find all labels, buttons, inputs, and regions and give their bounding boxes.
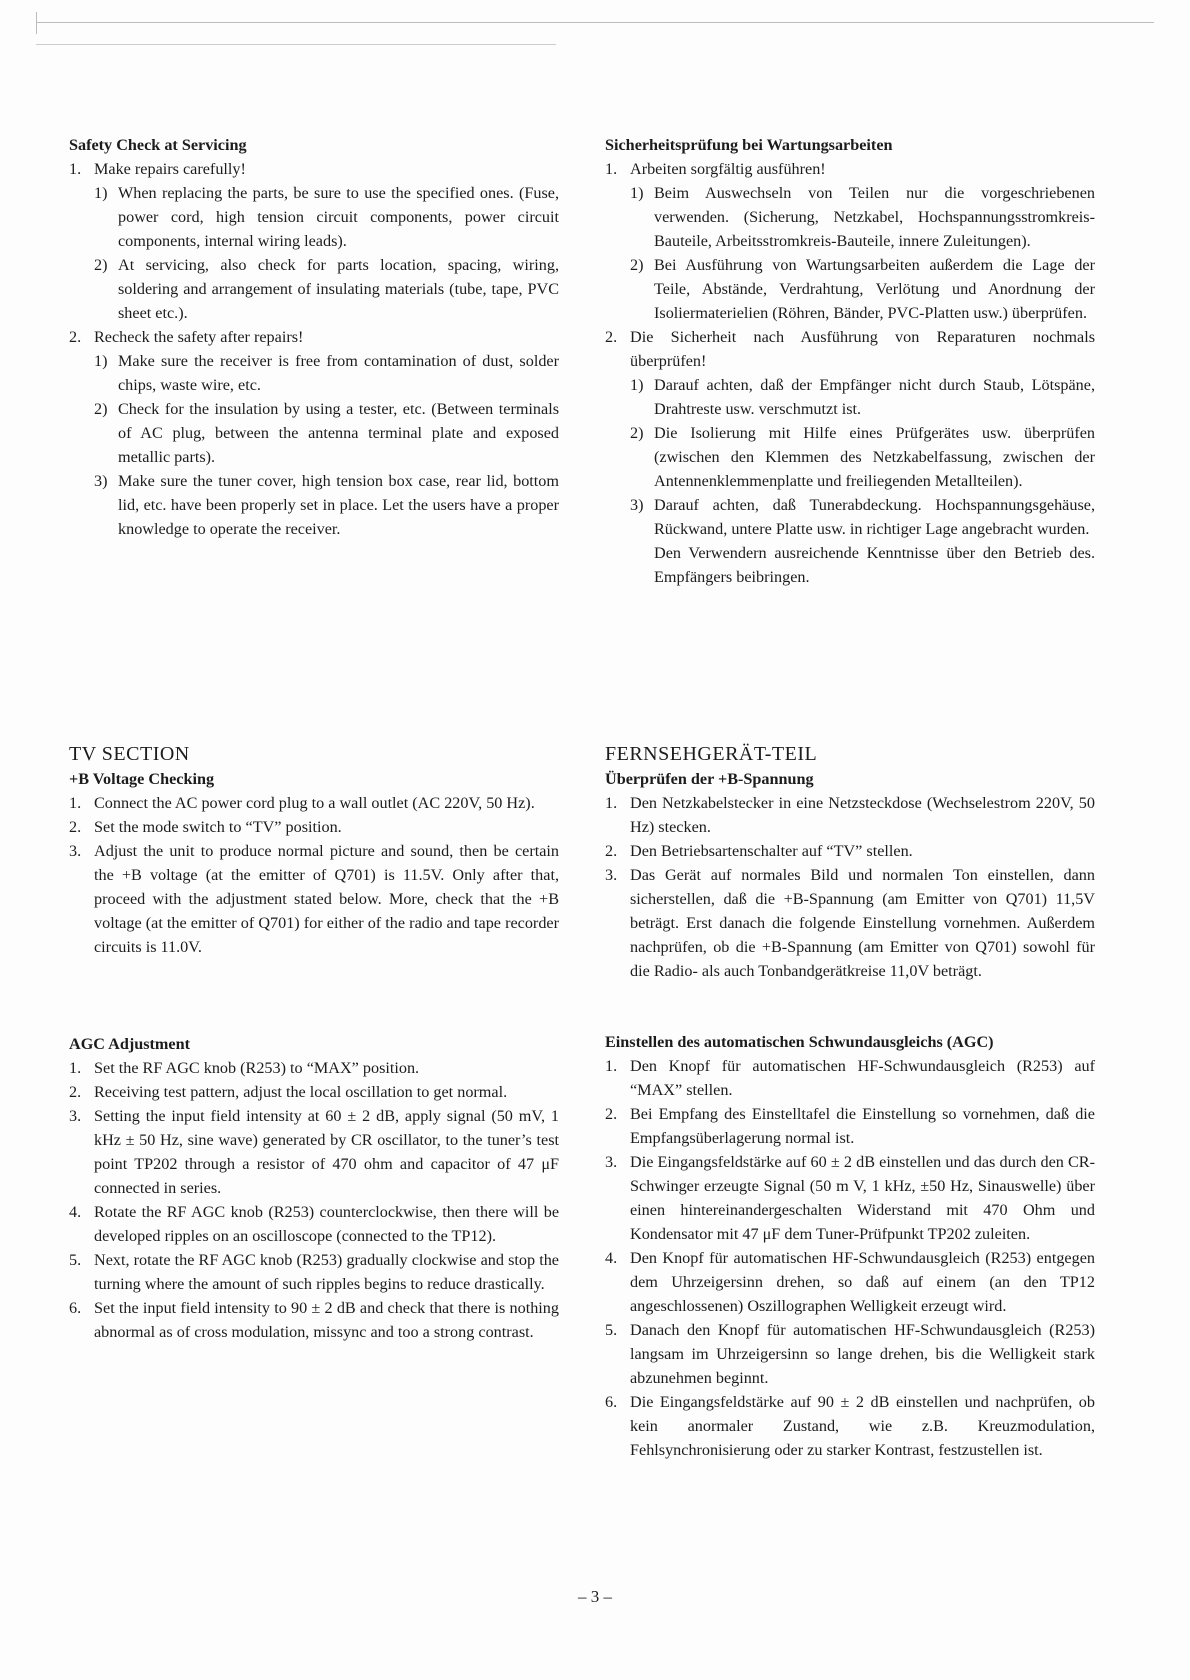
header-rule xyxy=(36,22,1154,23)
list-item: 3. Die Eingangsfeldstärke auf 60 ± 2 dB einstellen und das durch den CR-Schwinger erzeugte Signal (50 m V, 1 kHz, ±50 Hz, Sinauswelle) über einen hintereinandergeschalten Widerstand mit 470 Ohm und Kondensator mit 47 μF dem Tuner-Prüfpunkt TP202 zuleiten. xyxy=(605,1153,1095,1243)
list-item: 6. Die Eingangsfeldstärke auf 90 ± 2 dB einstellen und nachprüfen, ob kein anormaler Zustand, wie z.B. Kreuzmodulation, Fehlsynchronisierung oder zu starker Kontrast, festzustellen ist. xyxy=(605,1393,1095,1459)
list-item: 1. Den Netzkabelstecker in eine Netzsteckdose (Wechselestrom 220V, 50 Hz) stecken. xyxy=(605,794,1095,836)
sub-item: 3) Make sure the tuner cover, high tension box case, rear lid, bottom lid, etc. have been properly set in place. Let the users have a proper knowledge to operate the receiver. xyxy=(94,472,559,538)
list-item: 2. Receiving test pattern, adjust the local oscillation to get normal. xyxy=(69,1083,508,1101)
list-item: 5. Danach den Knopf für automatischen HF-Schwundausgleich (R253) langsam im Uhrzeigersinn so lange drehen, bis die Welligkeit stark abzunehmen beginnt. xyxy=(605,1321,1095,1387)
sub-item: 3) Darauf achten, daß Tunerabdeckung. Hochspannungsgehäuse, Rückwand, untere Platte usw. in richtiger Lage angebracht wurden. xyxy=(630,496,1095,538)
sub-item: 2) Bei Ausführung von Wartungsarbeiten außerdem die Lage der Teile, Abstände, Verdrahtung, Verlötung und Anordnung der Isoliermaterielien (Röhren, Bänder, PVC-Platten usw.) überprüfen. xyxy=(630,256,1095,322)
sub-item: 2) Die Isolierung mit Hilfe eines Prüfgerätes usw. überprüfen (zwischen den Klemmen des Netzkabelfassung, zwischen der Antennenklemmenplatte und freiliegenden Metallteilen). xyxy=(630,424,1095,490)
list-item: 1. Make repairs carefully! xyxy=(69,160,246,178)
list-item: 2. Die Sicherheit nach Ausführung von Reparaturen nochmals überprüfen! xyxy=(605,328,1095,370)
safety-section-de xyxy=(605,133,1095,589)
safety-heading: Sicherheitsprüfung bei Wartungsarbeiten xyxy=(605,136,893,154)
list-item: 3. Adjust the unit to produce normal picture and sound, then be certain the +B voltage (at the emitter of Q701) is 11.5V. Only after that, proceed with the adjustment stated below. More, check that the +B voltage (at the emitter of Q701) for either of the radio and tape recorder circuits is 11.0V. xyxy=(69,842,559,956)
list-item: 1. Set the RF AGC knob (R253) to “MAX” position. xyxy=(69,1059,420,1077)
header-rule-secondary xyxy=(36,44,556,45)
tv-section-en xyxy=(69,741,559,959)
list-item: 5. Next, rotate the RF AGC knob (R253) gradually clockwise and stop the turning where the amount of such ripples begins to reduce drastically. xyxy=(69,1251,559,1293)
section-title: FERNSEHGERÄT-TEIL xyxy=(605,743,818,765)
list-item: 3. Das Gerät auf normales Bild und normalen Ton einstellen, dann sicherstellen, daß die +B-Spannung (am Emitter von Q701) 11,5V beträgt. Erst danach die folgende Einstellung vornehmen. Außerdem nachprüfen, ob die +B-Spannung (am Emitter von Q701) sowohl für die Radio- als auch Tonbandgerätkreise 11,0V beträgt. xyxy=(605,866,1095,980)
sub-item: 1) When replacing the parts, be sure to use the specified ones. (Fuse, power cord, high tension circuit components, power circuit components, internal wiring leads). xyxy=(94,184,559,250)
list-item: 2. Bei Empfang des Einstelltafel die Einstellung so vornehmen, daß die Empfangsüberlagerung normal ist. xyxy=(605,1105,1095,1147)
subsection-heading: AGC Adjustment xyxy=(69,1035,190,1053)
list-item: 3. Setting the input field intensity at 60 ± 2 dB, apply signal (50 mV, 1 kHz ± 50 Hz, sine wave) generated by CR oscillator, to the tuner’s test point TP202 through a resistor of 470 ohm and capacitor of 47 μF connected in series. xyxy=(69,1107,559,1197)
sub-item: 1) Beim Auswechseln von Teilen nur die vorgeschriebenen verwenden. (Sicherung, Netzkabel, Hochspannungsstromkreis-Bauteile, Arbeitsstromkreis-Bauteile, innere Zuleitungen). xyxy=(630,184,1095,250)
section-title: TV SECTION xyxy=(69,743,190,765)
sub-item: 1) Darauf achten, daß der Empfänger nicht durch Staub, Lötspäne, Drahtreste usw. verschmutzt ist. xyxy=(630,376,1095,418)
safety-heading: Safety Check at Servicing xyxy=(69,136,247,154)
list-item: 2. Den Betriebsartenschalter auf “TV” stellen. xyxy=(605,842,913,860)
header-tick xyxy=(36,12,37,34)
list-item: 1. Arbeiten sorgfältig ausführen! xyxy=(605,160,826,178)
list-item: 4. Den Knopf für automatischen HF-Schwundausgleich (R253) entgegen dem Uhrzeigersinn drehen, so daß auf einem (an den TP12 angeschlossenen) Oszillographen Welligkeit erzeugt wird. xyxy=(605,1249,1095,1315)
sub-item: 2) Check for the insulation by using a tester, etc. (Between terminals of AC plug, between the antenna terminal plate and exposed metallic parts). xyxy=(94,400,559,466)
list-item: 2. Recheck the safety after repairs! xyxy=(69,328,304,346)
subsection-heading: Einstellen des automatischen Schwundausgleichs (AGC) xyxy=(605,1033,994,1051)
list-item: 6. Set the input field intensity to 90 ± 2 dB and check that there is nothing abnormal as of cross modulation, missync and too a strong contrast. xyxy=(69,1299,559,1341)
sub-item: 2) At servicing, also check for parts location, spacing, wiring, soldering and arrangement of insulating materials (tube, tape, PVC sheet etc.). xyxy=(94,256,559,322)
list-item: 1. Den Knopf für automatischen HF-Schwundausgleich (R253) auf “MAX” stellen. xyxy=(605,1057,1095,1099)
sub-item: 1) Make sure the receiver is free from contamination of dust, solder chips, waste wire, etc. xyxy=(94,352,559,394)
page-number: – 3 – xyxy=(578,1587,612,1606)
list-item: 4. Rotate the RF AGC knob (R253) counterclockwise, then there will be developed ripples on an oscilloscope (connected to the TP12). xyxy=(69,1203,559,1245)
list-item: 2. Set the mode switch to “TV” position. xyxy=(69,818,342,836)
tv-section-de xyxy=(605,741,1095,983)
agc-section-en xyxy=(69,1032,559,1344)
subsection-heading: +B Voltage Checking xyxy=(69,770,215,788)
list-item: 1. Connect the AC power cord plug to a wall outlet (AC 220V, 50 Hz). xyxy=(69,794,535,812)
safety-section-en xyxy=(69,133,559,541)
agc-section-de xyxy=(605,1030,1095,1462)
subsection-heading: Überprüfen der +B-Spannung xyxy=(605,770,814,788)
continuation-text: Den Verwendern ausreichende Kenntnisse über den Betrieb des. Empfängers beibringen. xyxy=(654,544,1095,586)
